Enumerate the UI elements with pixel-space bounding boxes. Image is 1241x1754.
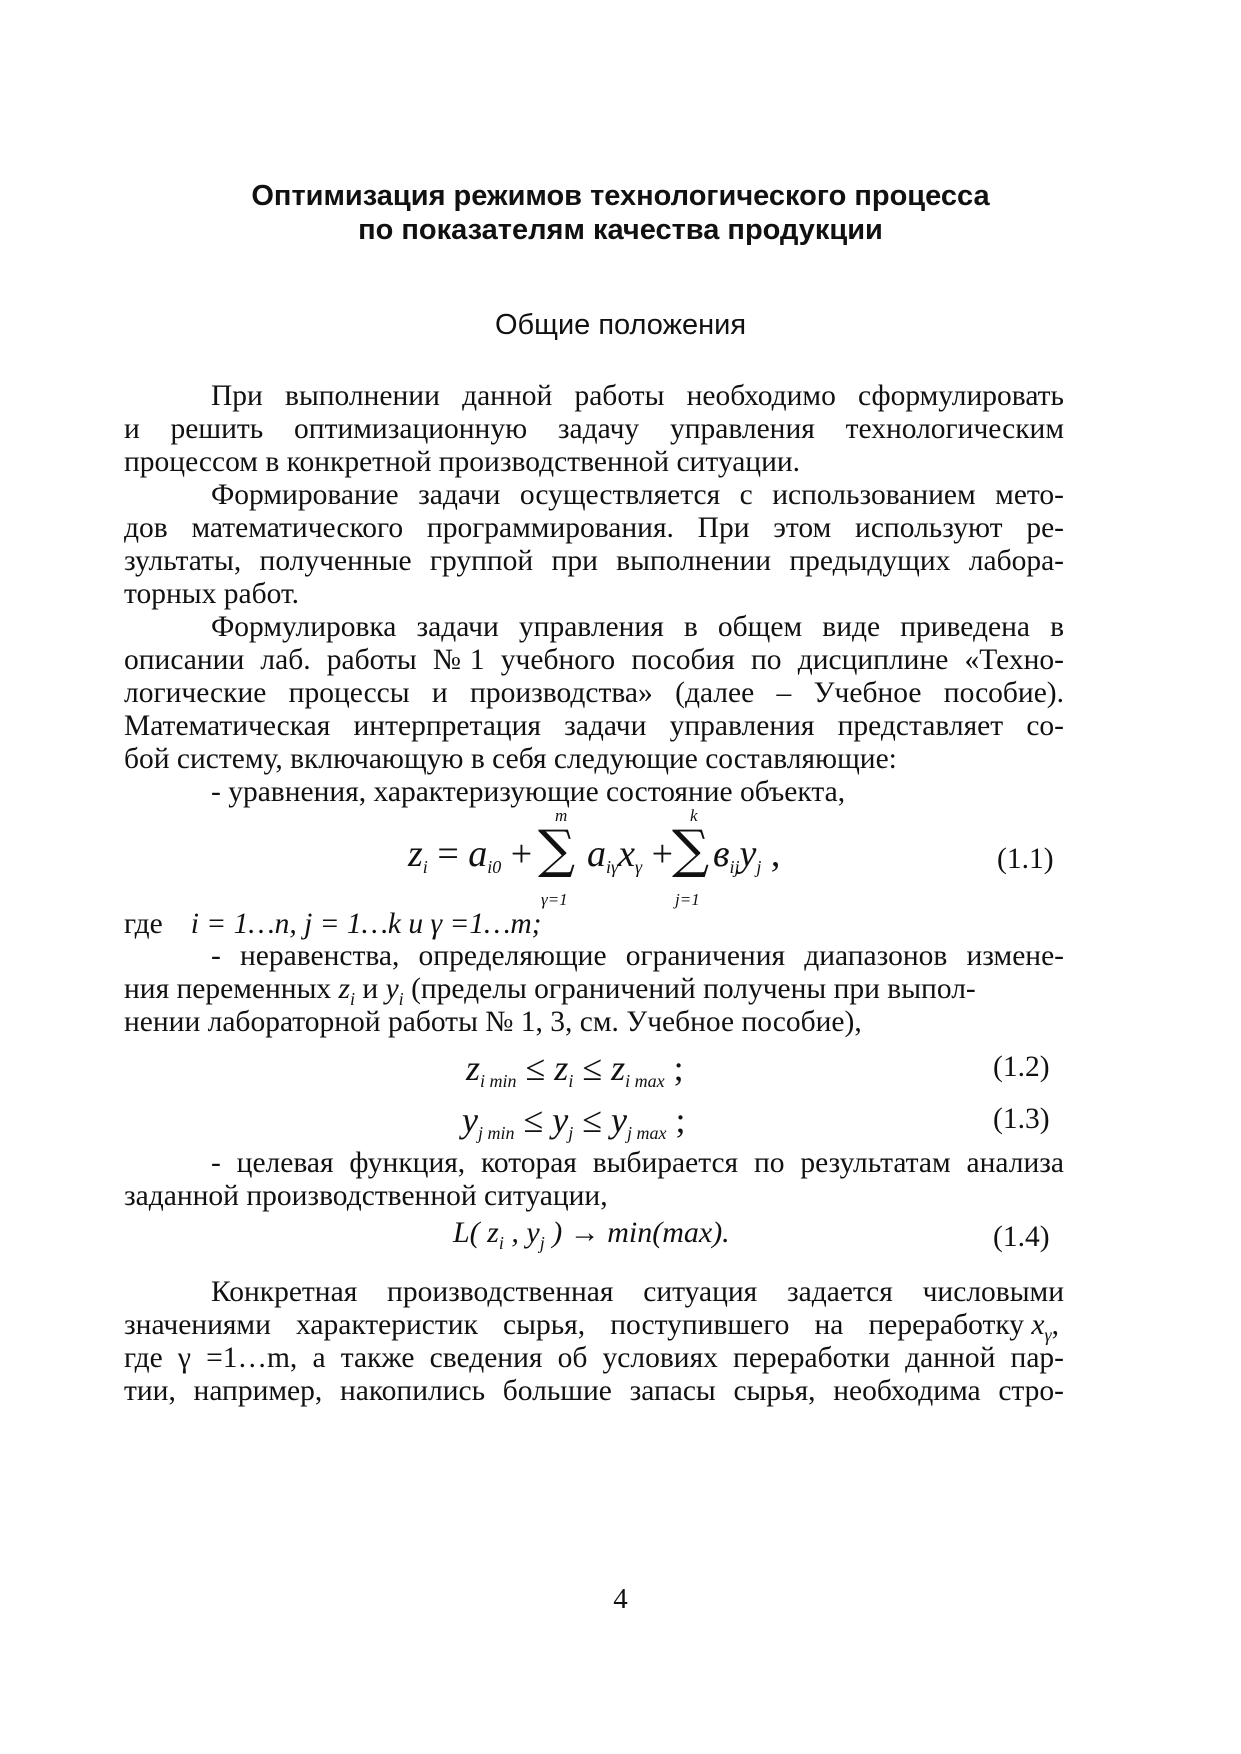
where-prefix: где: [124, 908, 163, 940]
para3-line2: описании лаб. работы №1 учебного пособия по дисциплине «Техно-: [124, 644, 1064, 676]
sum1-lower: γ=1: [541, 890, 568, 909]
para4-line1: Конкретная производственная ситуация задается числовыми: [211, 1276, 1064, 1308]
para1-line3: процессом в конкретной производственной ситуации.: [124, 446, 801, 478]
para3-line5: бой систему, включающую в себя следующие составляющие:: [124, 743, 897, 775]
eq3-number: (1.3): [993, 1103, 1050, 1135]
para3-line3: логические процессы и производства» (далее – Учебное пособие).: [124, 677, 1064, 709]
item1-text: - уравнения, характеризующие состояние объекта,: [211, 776, 846, 808]
equation-1-2: $z_{i min} \le z_i \le z_{i max}$ ;: [466, 1048, 684, 1091]
para4-line2: значениями характеристик сырья, поступившего на переработку $x_\gamma$,: [124, 1309, 1059, 1345]
item2-line2: ния переменных $z_i$ и $y_i$ (пределы ограничений получены при выпол-: [124, 973, 976, 1009]
item2-line2-a: ния переменных: [124, 973, 332, 1005]
para2-line4: торных работ.: [124, 578, 299, 610]
sum2-upper: k: [690, 806, 698, 825]
sum1-upper: m: [555, 806, 568, 825]
eq1-lhs: $z_i = a_{i0}$ +: [408, 833, 533, 877]
eq4-number: (1.4): [993, 1221, 1050, 1253]
item2-line1: - неравенства, определяющие ограничения диапазонов измене-: [211, 940, 1064, 972]
where-ranges: i = 1…n, j = 1…k и γ =1…m;: [190, 908, 542, 940]
eq1-number: (1.1): [997, 843, 1054, 875]
eq1-rhs: $в_{ij}y_j$ ,: [713, 833, 781, 877]
para3-line4: Математическая интерпретация задачи управления представляет со-: [124, 710, 1064, 742]
para2-line3: зультаты, полученные группой при выполнении предыдущих лабора-: [124, 545, 1064, 577]
item2-line2-b: (пределы ограничений получены при выпол-: [411, 973, 976, 1005]
eq2-number: (1.2): [993, 1051, 1050, 1083]
equation-1-4: L( $z_i$ , $y_j$ ) → min(max).: [453, 1216, 730, 1253]
eq1-middle: $a_{i\gamma}x_\gamma$ +: [587, 833, 673, 877]
title-line-1: Оптимизация режимов технологического процесса: [251, 180, 990, 212]
para1-line1: При выполнении данной работы необходимо сформулировать: [211, 380, 1064, 412]
sum2-lower: j=1: [675, 890, 700, 909]
sum-symbol-2: ∑: [672, 820, 710, 880]
para3-line1: Формулировка задачи управления в общем виде приведена в: [211, 611, 1064, 643]
equation-1-3: $y_{j min} \le y_j \le y_{j max}$ ;: [462, 1100, 686, 1143]
eq4-objective: min(max).: [607, 1216, 730, 1249]
item3-line2: заданной производственной ситуации,: [124, 1180, 608, 1212]
page-number: 4: [613, 1583, 628, 1615]
item3-line1: - целевая функция, которая выбирается по результатам анализа: [211, 1147, 1064, 1179]
sum-symbol-1: ∑: [538, 820, 576, 880]
item2-line3: нении лабораторной работы № 1, 3, см. Учебное пособие),: [124, 1006, 862, 1038]
section-heading: Общие положения: [494, 309, 747, 341]
para1-line2: и решить оптимизационную задачу управления технологическим: [124, 413, 1064, 445]
para2-line2: дов математического программирования. При этом используют ре-: [124, 512, 1064, 544]
para4-line4: тии, например, накопились большие запасы сырья, необходима стро-: [124, 1375, 1064, 1407]
para4-line2-text: значениями характеристик сырья, поступившего на переработку: [124, 1309, 1024, 1341]
where-line: [124, 906, 542, 942]
para2-line1: Формирование задачи осуществляется с использованием мето-: [211, 479, 1064, 511]
para4-line3: где γ =1…m, а также сведения об условиях переработки данной пар-: [124, 1342, 1064, 1374]
title-line-2: по показателям качества продукции: [358, 214, 883, 246]
